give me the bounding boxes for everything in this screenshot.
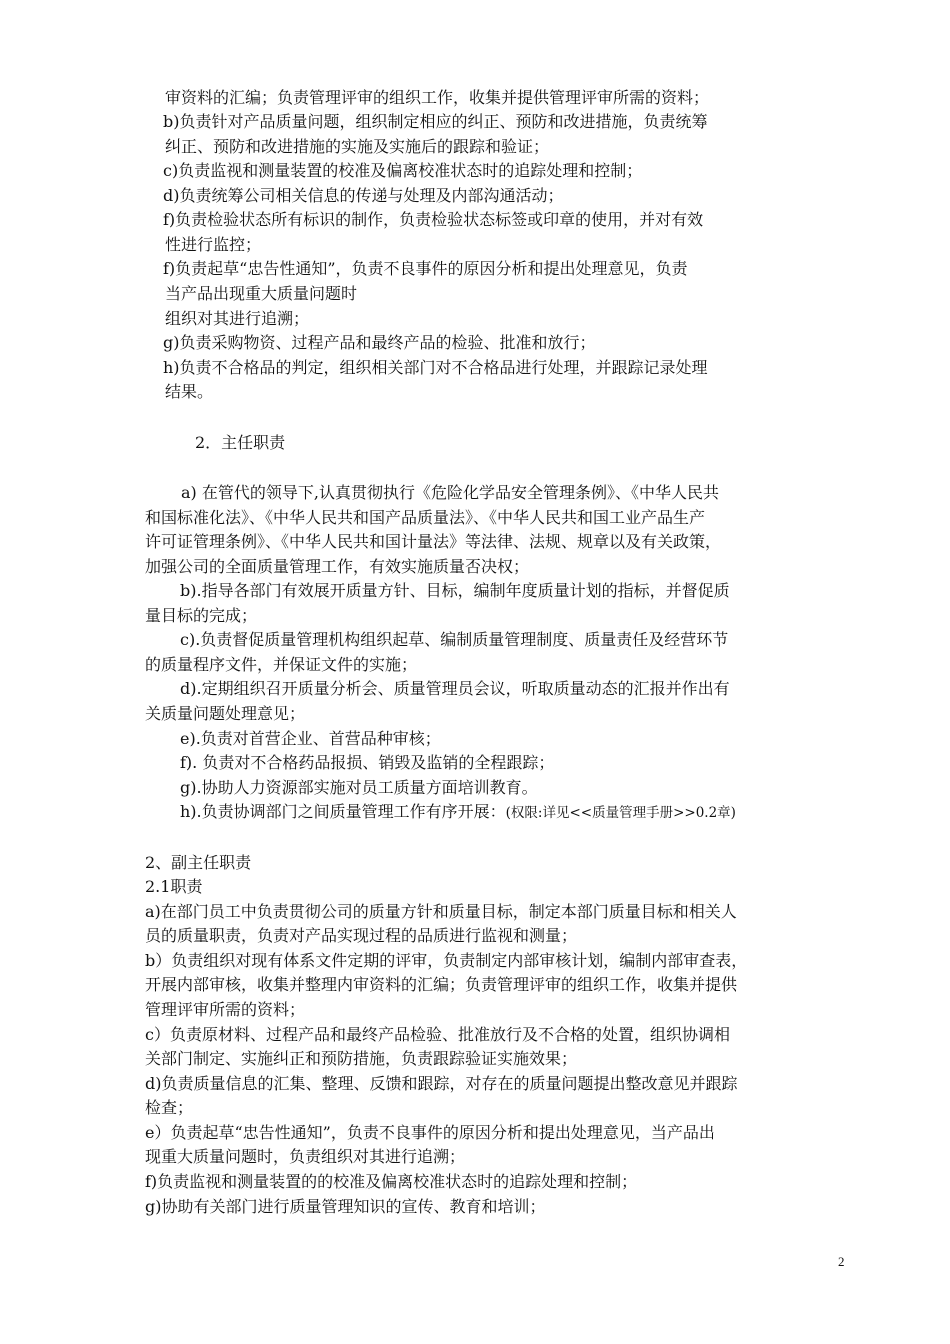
text-line: 关质量问题处理意见； [145, 704, 306, 723]
text-line: d)负责统筹公司相关信息的传递与处理及内部沟通活动； [163, 186, 564, 205]
section-heading: 2．主任职责 [195, 433, 286, 452]
text-line: 性进行监控； [165, 235, 262, 254]
text-line: g).协助人力资源部实施对员工质量方面培训教育。 [180, 778, 538, 797]
text-line: 开展内部审核，收集并整理内审资料的汇编；负责管理评审的组织工作，收集并提供 [145, 975, 738, 994]
text-line: b）负责组织对现有体系文件定期的评审，负责制定内部审核计划，编制内部审查表， [145, 951, 748, 970]
text-line: 许可证管理条例》、《中华人民共和国计量法》等法律、法规、规章以及有关政策， [145, 532, 722, 551]
text-line: a) 在管代的领导下,认真贯彻执行《危险化学品安全管理条例》、《中华人民共 [181, 483, 719, 502]
text-span: h).负责协调部门之间质量管理工作有序开展： [180, 802, 506, 821]
text-line: b).指导各部门有效展开质量方针、目标，编制年度质量计划的指标，并督促质 [180, 581, 730, 600]
text-line: 组织对其进行追溯； [165, 309, 310, 328]
text-line [180, 801, 736, 824]
text-line: c).负责督促质量管理机构组织起草、编制质量管理制度、质量责任及经营环节 [180, 630, 729, 649]
text-line: a)在部门员工中负责贯彻公司的质量方针和质量目标，制定本部门质量目标和相关人 [145, 902, 737, 921]
text-line: 员的质量职责，负责对产品实现过程的品质进行监视和测量； [145, 926, 578, 945]
text-line: g)负责采购物资、过程产品和最终产品的检验、批准和放行； [163, 333, 596, 352]
text-line: 现重大质量问题时，负责组织对其进行追溯； [145, 1147, 466, 1166]
text-line: e）负责起草“忠告性通知”，负责不良事件的原因分析和提出处理意见，当产品出 [145, 1123, 715, 1142]
authority-note: (权限:详见<<质量管理手册>>0.2章) [505, 805, 736, 821]
text-line: d)负责质量信息的汇集、整理、反馈和跟踪，对存在的质量问题提出整改意见并跟踪 [145, 1074, 738, 1093]
page-number: 2 [838, 1254, 845, 1269]
text-line: f). 负责对不合格药品报损、销毁及监销的全程跟踪； [180, 753, 555, 772]
subsection-heading: 2.1职责 [145, 877, 203, 896]
text-line: c）负责原材料、过程产品和最终产品检验、批准放行及不合格的处置，组织协调相 [145, 1025, 730, 1044]
text-line: 量目标的完成； [145, 606, 258, 625]
text-line: 的质量程序文件，并保证文件的实施； [145, 655, 418, 674]
text-line: h)负责不合格品的判定，组织相关部门对不合格品进行处理，并跟踪记录处理 [163, 358, 708, 377]
text-line: d).定期组织召开质量分析会、质量管理员会议，听取质量动态的汇报并作出有 [180, 679, 730, 698]
text-line: 管理评审所需的资料； [145, 1000, 306, 1019]
text-line: 加强公司的全面质量管理工作，有效实施质量否决权； [145, 557, 530, 576]
text-line: f)负责监视和测量装置的的校准及偏离校准状态时的追踪处理和控制； [145, 1172, 638, 1191]
section-heading: 2、副主任职责 [145, 853, 252, 872]
text-line: 当产品出现重大质量问题时 [165, 284, 358, 303]
text-line: 和国标准化法》、《中华人民共和国产品质量法》、《中华人民共和国工业产品生产 [145, 508, 706, 527]
text-line: 纠正、预防和改进措施的实施及实施后的跟踪和验证； [165, 137, 550, 156]
text-line: 审资料的汇编；负责管理评审的组织工作，收集并提供管理评审所需的资料； [165, 88, 710, 107]
text-line: g)协助有关部门进行质量管理知识的宣传、教育和培训； [145, 1197, 546, 1216]
text-line: 检查； [145, 1098, 194, 1117]
text-line: f)负责起草“忠告性通知”，负责不良事件的原因分析和提出处理意见，负责 [163, 259, 688, 278]
text-line: e).负责对首营企业、首营品种审核； [180, 729, 441, 748]
text-line: f)负责检验状态所有标识的制作，负责检验状态标签或印章的使用，并对有效 [163, 210, 704, 229]
text-line: 关部门制定、实施纠正和预防措施，负责跟踪验证实施效果； [145, 1049, 578, 1068]
text-line: 结果。 [165, 382, 214, 401]
text-line: c)负责监视和测量装置的校准及偏离校准状态时的追踪处理和控制； [163, 161, 643, 180]
text-line: b)负责针对产品质量问题，组织制定相应的纠正、预防和改进措施，负责统筹 [163, 112, 708, 131]
